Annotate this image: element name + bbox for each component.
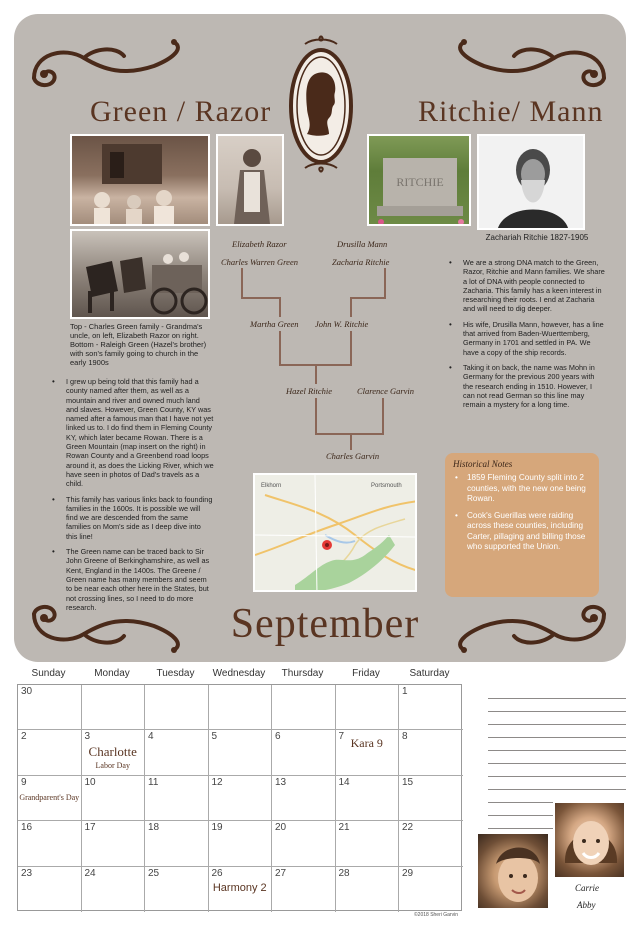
zachariah-ritchie-portrait [477, 134, 585, 230]
calendar-day-cell[interactable] [272, 685, 336, 730]
calendar-day-cell[interactable] [145, 867, 209, 912]
tree-john-ritchie: John W. Ritchie [315, 319, 369, 329]
day-number: 30 [21, 686, 33, 697]
tree-charles-warren-green: Charles Warren Green [221, 257, 298, 267]
raleigh-green-wagon-photo [70, 229, 210, 319]
calendar-day-cell[interactable] [399, 685, 463, 730]
calendar-day-cell[interactable] [272, 821, 336, 866]
notes-line [488, 712, 626, 725]
historical-notes-title: Historical Notes [453, 459, 513, 469]
day-number: 15 [402, 776, 414, 788]
abby-photo [476, 832, 550, 910]
calendar-day-cell[interactable] [18, 730, 82, 775]
calendar-day-cell[interactable] [399, 821, 463, 866]
story-paragraph: • This family has various links back to founding families in the 1600s. It is possible we will find we are descended from the same families on Mom's side as I deep dive into this line! [48, 495, 214, 541]
day-number: 18 [148, 822, 160, 834]
day-number: 26 [211, 867, 223, 879]
historical-note: • Cook's Guerillas were raiding across these counties, including Carter, pillaging and billing those who supported the Union. [453, 511, 591, 553]
notes-line [488, 751, 626, 764]
notes-line [488, 764, 626, 777]
calendar-event: Charlotte [88, 744, 137, 760]
day-number: 7 [338, 731, 345, 743]
notes-line [488, 777, 626, 790]
calendar-day-cell[interactable] [209, 730, 273, 775]
day-number: 13 [275, 776, 287, 788]
right-family-title: Ritchie/ Mann [418, 95, 604, 128]
day-number: 8 [402, 731, 408, 743]
day-number: 19 [211, 822, 223, 834]
tree-hazel-ritchie: Hazel Ritchie [286, 386, 333, 396]
day-of-week-label: Tuesday [156, 668, 195, 679]
day-number: 28 [338, 867, 350, 879]
tree-connector [315, 398, 317, 434]
calendar-day-cell[interactable] [145, 685, 209, 730]
calendar-event: Harmony 2 [212, 881, 267, 894]
story-paragraph: • I grew up being told that this family had a county named after them, as well as a mountain and river and owned much land and slaves. However, Green County, KY was named after a famous man that I have not yet linked us to. I do find them in Fleming County KY, which later became Rowan. There is a Green Mountain (map insert on the right) in Rowan County and a Greenbend road loops around it, as does the Licking River, which we have seen in photos of Dad's travels as a child. [48, 377, 214, 489]
tree-connector [241, 268, 243, 298]
tree-connector [279, 297, 281, 317]
day-number: 5 [211, 731, 218, 743]
top-right-swirl-ornament [444, 36, 614, 92]
story-paragraph: • The Green name can be traced back to Sir John Greene of Berkinghamshire, as well as Kent, England in the 1400s. The Greene / Green name has many members and seem to be near each other here in the States, but not crossing lines, so I need to do more research. [48, 547, 214, 612]
day-number: 17 [84, 822, 96, 834]
day-number: 11 [148, 776, 159, 788]
day-of-week-label: Monday [94, 668, 130, 679]
tree-elizabeth-razor: Elizabeth Razor [232, 239, 287, 249]
rowan-county-map [253, 473, 417, 592]
bottom-right-swirl-ornament [444, 600, 614, 656]
day-number: 24 [84, 867, 96, 879]
day-of-week-label: Friday [352, 668, 380, 679]
day-number: 12 [211, 776, 223, 788]
calendar-day-cell[interactable] [272, 776, 336, 821]
historical-note: • 1859 Fleming County split into 2 counties, with the new one being Rowan. [453, 473, 591, 505]
ritchie-family-story [445, 258, 605, 415]
calendar-day-cell[interactable] [82, 730, 146, 775]
calendar-day-cell[interactable] [336, 730, 400, 775]
calendar-day-cell[interactable] [145, 776, 209, 821]
calendar-day-cell[interactable] [18, 776, 82, 821]
carrie-photo [553, 801, 626, 879]
calendar-day-cell[interactable] [336, 867, 400, 912]
day-number: 9 [21, 776, 27, 788]
calendar-day-cell[interactable] [18, 821, 82, 866]
month-title: September [230, 601, 420, 647]
day-of-week-label: Saturday [409, 668, 450, 679]
tree-connector [384, 268, 386, 298]
calendar-day-cell[interactable] [209, 867, 273, 912]
calendar-day-cell[interactable] [209, 685, 273, 730]
calendar-day-cell[interactable] [399, 730, 463, 775]
right-photo-caption: Zachariah Ritchie 1827-1905 [485, 233, 589, 242]
calendar-day-cell[interactable] [82, 821, 146, 866]
tree-clarence-garvin: Clarence Garvin [357, 386, 415, 396]
silhouette-cameo [285, 34, 357, 174]
day-number: 22 [402, 822, 414, 834]
carrie-name: Carrie [575, 883, 600, 893]
tree-connector [315, 364, 317, 384]
story-paragraph: • We are a strong DNA match to the Green, Razor, Ritchie and Mann families. We share a lot of DNA with people connected to Zacharia. This family has a keen interest in researching their roots. I end at Zacharia and will need to dig deeper. [445, 258, 605, 314]
day-number: 16 [21, 822, 33, 834]
day-number: 4 [148, 731, 154, 743]
copyright-notice: ©2018 Sheri Garvin [414, 912, 458, 918]
day-number: 6 [275, 731, 281, 743]
story-paragraph: • His wife, Drusilla Mann, however, has a line that arrived from Baden-Wuerttemberg, Germany in 1701 and settled in PA. We have a copy of the ship records. [445, 320, 605, 357]
day-number: 2 [21, 731, 27, 743]
calendar-grid [17, 684, 462, 911]
day-number: 10 [84, 776, 96, 788]
calendar-day-cell[interactable] [18, 685, 82, 730]
tree-charles-garvin: Charles Garvin [326, 451, 380, 461]
tree-connector [241, 297, 281, 299]
notes-line [488, 686, 626, 699]
left-family-title: Green / Razor [90, 95, 272, 128]
tree-martha-green: Martha Green [250, 319, 299, 329]
elizabeth-razor-photo [216, 134, 284, 226]
notes-line [488, 725, 626, 738]
notes-line [488, 699, 626, 712]
calendar-day-cell[interactable] [272, 867, 336, 912]
calendar-day-cell[interactable] [272, 730, 336, 775]
notes-line [488, 738, 626, 751]
calendar-day-cell[interactable] [399, 867, 463, 912]
tree-connector [350, 433, 352, 450]
day-number: 1 [402, 686, 408, 697]
calendar-day-cell[interactable] [336, 685, 400, 730]
calendar-day-cell[interactable] [336, 776, 400, 821]
calendar-day-cell[interactable] [145, 821, 209, 866]
day-number: 23 [21, 867, 33, 879]
day-of-week-label: Sunday [31, 668, 66, 679]
green-family-story [48, 377, 214, 618]
tree-connector [350, 297, 386, 299]
calendar-event: Grandparent's Day [19, 792, 80, 802]
calendar-day-cell[interactable] [399, 776, 463, 821]
green-family-photo [70, 134, 210, 226]
day-number: 21 [338, 822, 350, 834]
calendar-day-cell[interactable] [82, 867, 146, 912]
calendar-day-cell[interactable] [209, 776, 273, 821]
calendar-day-cell[interactable] [145, 730, 209, 775]
tree-zacharia-ritchie: Zacharia Ritchie [332, 257, 390, 267]
svg-text:RITCHIE: RITCHIE [396, 175, 444, 189]
calendar-event: Labor Day [95, 761, 130, 771]
day-number: 20 [275, 822, 287, 834]
calendar-event: Kara 9 [350, 736, 383, 751]
map-label: Portsmouth [371, 483, 402, 489]
day-number: 3 [84, 731, 91, 743]
map-label: Elkhorn [261, 483, 282, 489]
day-of-week-label: Thursday [281, 668, 324, 679]
tree-connector [350, 297, 352, 317]
tree-connector [382, 398, 384, 434]
calendar-day-cell[interactable] [82, 776, 146, 821]
day-number: 14 [338, 776, 350, 788]
day-of-week-label: Wednesday [212, 668, 266, 679]
calendar-day-cell[interactable] [18, 867, 82, 912]
top-left-swirl-ornament [24, 36, 194, 92]
calendar-day-cell[interactable] [336, 821, 400, 866]
ritchie-headstone-photo [367, 134, 471, 226]
day-number: 29 [402, 867, 414, 879]
calendar-day-cell[interactable] [209, 821, 273, 866]
tree-connector [350, 331, 352, 365]
calendar-day-cell[interactable] [82, 685, 146, 730]
story-paragraph: • Taking it on back, the name was Mohn in Germany for the previous 200 years with the research ending in 1510. However, I can not read German so this line may remain a mystery for a long time. [445, 363, 605, 409]
tree-connector [279, 331, 281, 365]
tree-drusilla-mann: Drusilla Mann [337, 239, 388, 249]
abby-name: Abby [577, 900, 596, 910]
day-number: 25 [148, 867, 160, 879]
left-photo-caption: Top - Charles Green family - Grandma's uncle, on left, Elizabeth Razor on right. Bottom - Raleigh Green (Hazel's brother) with son's family going to church in the early 1900s [70, 322, 207, 367]
day-number: 27 [275, 867, 287, 879]
historical-notes-box [445, 453, 599, 597]
